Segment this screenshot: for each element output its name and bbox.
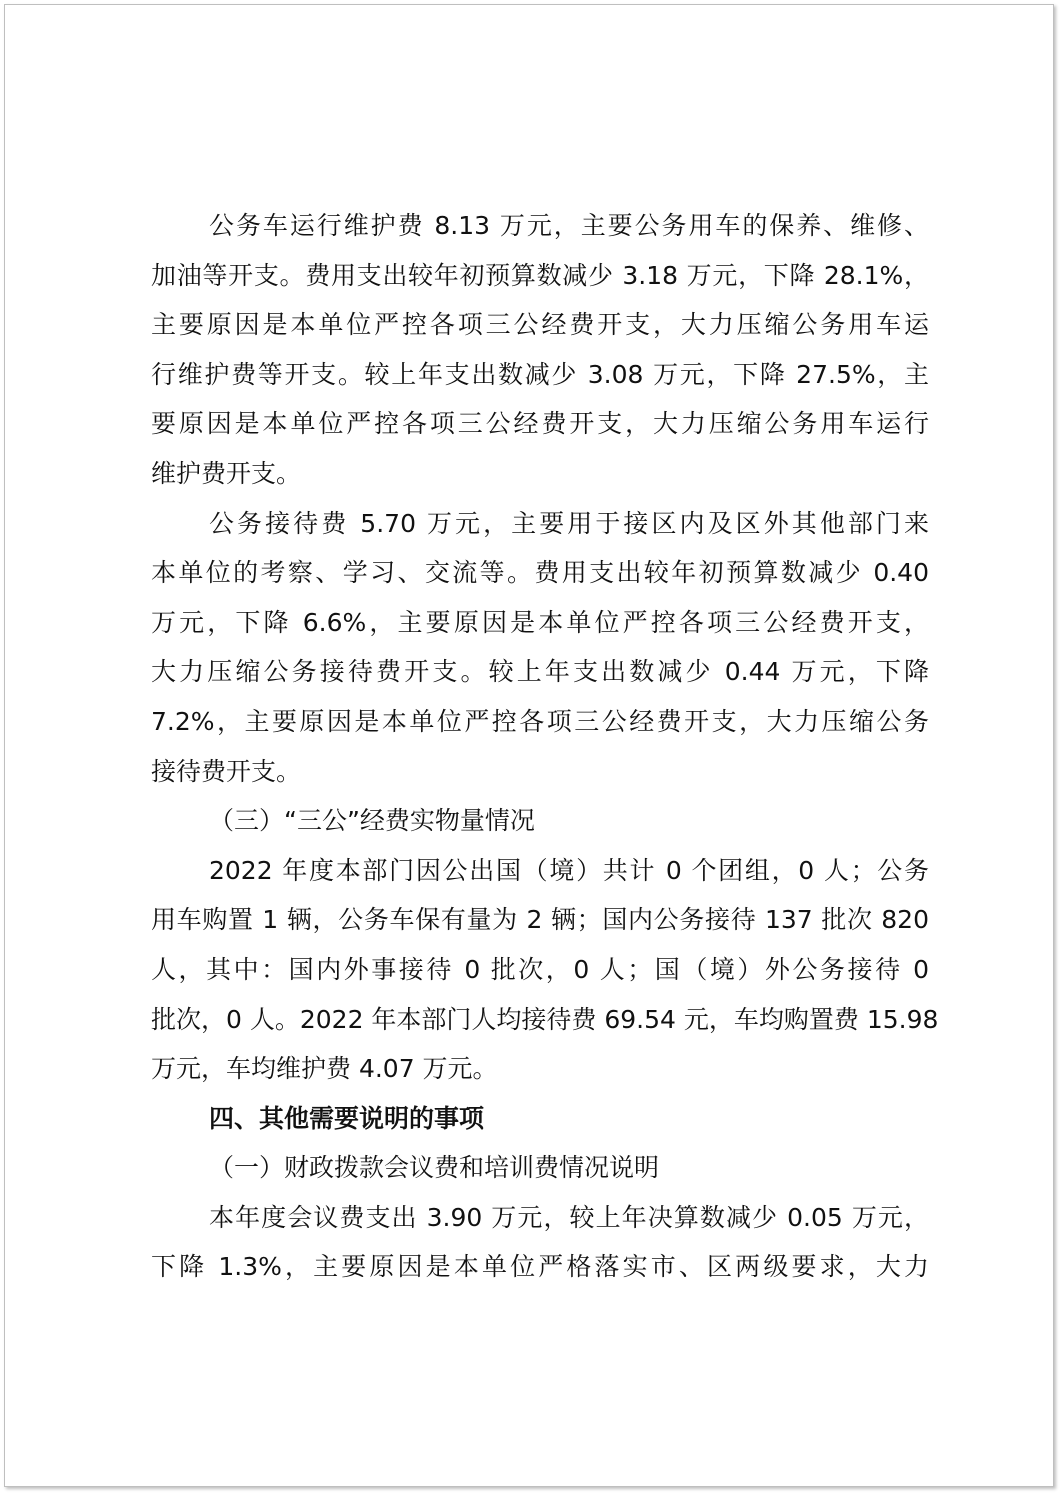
text-line: 公务车运行维护费 8.13 万元，主要公务用车的保养、维修、: [209, 211, 929, 240]
text-line: 行维护费等开支。较上年支出数减少 3.08 万元，下降 27.5%，主: [151, 359, 929, 389]
text-line: 下降 1.3%，主要原因是本单位严格落实市、区两级要求，大力: [151, 1252, 929, 1282]
text-line: 加油等开支。费用支出较年初预算数减少 3.18 万元，下降 28.1%，: [151, 260, 929, 290]
text-line: 万元，车均维护费 4.07 万元。: [151, 1054, 498, 1084]
section-heading: 四、其他需要说明的事项: [209, 1103, 485, 1133]
text-line: 本年度会议费支出 3.90 万元，较上年决算数减少 0.05 万元，: [209, 1202, 929, 1232]
subsection-heading: （一）财政拨款会议费和培训费情况说明: [209, 1153, 660, 1183]
text-line: 万元，下降 6.6%，主要原因是本单位严控各项三公经费开支，: [151, 607, 929, 637]
text-line: 主要原因是本单位严控各项三公经费开支，大力压缩公务用车运: [151, 310, 929, 340]
text-line: 用车购置 1 辆，公务车保有量为 2 辆；国内公务接待 137 批次 820: [151, 905, 929, 935]
subsection-heading: （三）“三公”经费实物量情况: [209, 806, 535, 836]
document-page: [4, 4, 1054, 1487]
text-line: 人，其中：国内外事接待 0 批次，0 人；国（境）外公务接待 0: [151, 954, 929, 984]
text-line: 批次，0 人。2022 年本部门人均接待费 69.54 元，车均购置费 15.98: [151, 1004, 939, 1034]
text-line: 接待费开支。: [151, 756, 302, 786]
text-line: 维护费开支。: [151, 458, 302, 488]
text-line: 7.2%，主要原因是本单位严控各项三公经费开支，大力压缩公务: [151, 706, 929, 736]
text-line: 本单位的考察、学习、交流等。费用支出较年初预算数减少 0.40: [151, 558, 929, 588]
document-body: [151, 201, 939, 1292]
text-line: 2022 年度本部门因公出国（境）共计 0 个团组，0 人；公务: [209, 855, 929, 885]
text-line: 要原因是本单位严控各项三公经费开支，大力压缩公务用车运行: [151, 409, 929, 439]
text-line: 公务接待费 5.70 万元，主要用于接区内及区外其他部门来: [209, 508, 929, 538]
text-line: 大力压缩公务接待费开支。较上年支出数减少 0.44 万元，下降: [151, 657, 929, 687]
